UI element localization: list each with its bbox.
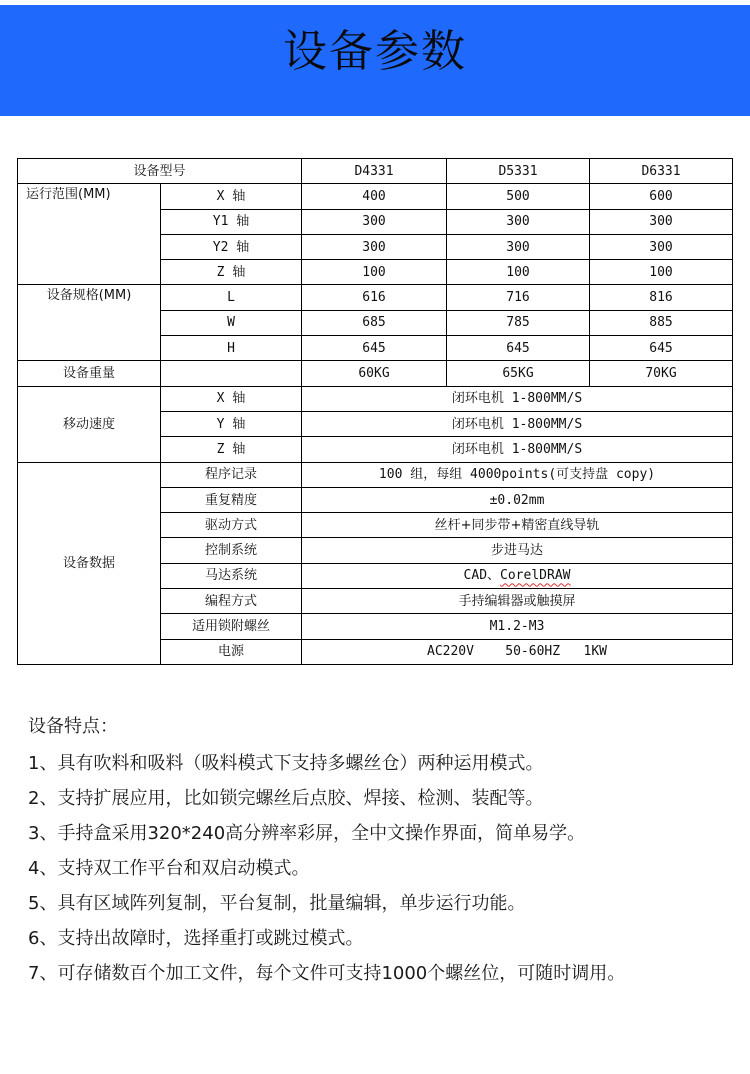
param-value: 步进马达: [302, 538, 733, 563]
param-name: 电源: [161, 639, 302, 664]
feature-item: 7、可存储数百个加工文件，每个文件可支持1000个螺丝位，可随时调用。: [28, 963, 626, 984]
cell-value: 300: [447, 209, 590, 234]
cell-value: 65KG: [447, 361, 590, 386]
table-row-weight: [18, 361, 733, 386]
param-name: 编程方式: [161, 589, 302, 614]
feature-item: 3、手持盒采用320*240高分辨率彩屏，全中文操作界面，简单易学。: [28, 823, 586, 844]
cell-value: 645: [447, 336, 590, 361]
model-d5331: D5331: [447, 159, 590, 184]
cell-value: 70KG: [590, 361, 733, 386]
model-d6331: D6331: [590, 159, 733, 184]
page-title: 设备参数: [283, 25, 467, 77]
cell-value: 300: [590, 209, 733, 234]
axis-label: Y2 轴: [161, 234, 302, 259]
model-d4331: D4331: [302, 159, 447, 184]
table-row-model: [18, 159, 733, 184]
table-row: [18, 285, 733, 310]
cell-value: 616: [302, 285, 447, 310]
cell-value: 300: [302, 209, 447, 234]
table-row: [18, 184, 733, 209]
param-value: 手持编辑器或触摸屏: [302, 589, 733, 614]
speed-value: 闭环电机 1-800MM/S: [302, 386, 733, 411]
param-name: 马达系统: [161, 563, 302, 588]
cell-value: 300: [302, 234, 447, 259]
cell-value: 645: [590, 336, 733, 361]
cell-value: 645: [302, 336, 447, 361]
param-value: [302, 563, 733, 588]
table-row: [18, 462, 733, 487]
cell-value: 885: [590, 310, 733, 335]
cell-value: 400: [302, 184, 447, 209]
travel-range-label: 运行范围(MM): [18, 184, 161, 285]
feature-item: 2、支持扩展应用，比如锁完螺丝后点胶、焊接、检测、装配等。: [28, 788, 544, 809]
features-heading: 设备特点：: [28, 716, 118, 737]
cell-value: 600: [590, 184, 733, 209]
param-name: 程序记录: [161, 462, 302, 487]
feature-item: 6、支持出故障时，选择重打或跳过模式。: [28, 928, 364, 949]
feature-item: 4、支持双工作平台和双启动模式。: [28, 858, 310, 879]
param-value: 100 组，每组 4000points(可支持盘 copy): [302, 462, 733, 487]
model-label: 设备型号: [18, 159, 302, 184]
speed-value: 闭环电机 1-800MM/S: [302, 437, 733, 462]
cell-value: 500: [447, 184, 590, 209]
param-value: M1.2-M3: [302, 614, 733, 639]
axis-label: H: [161, 336, 302, 361]
cell-value: 716: [447, 285, 590, 310]
axis-label: X 轴: [161, 386, 302, 411]
features-section: [28, 710, 738, 991]
cell-value: 100: [590, 260, 733, 285]
param-value: AC220V 50-60HZ 1KW: [302, 639, 733, 664]
feature-item: 1、具有吹料和吸料（吸料模式下支持多螺丝仓）两种运用模式。: [28, 753, 544, 774]
axis-label: Y 轴: [161, 411, 302, 436]
param-name: 驱动方式: [161, 513, 302, 538]
header-banner: [0, 5, 750, 116]
table-row: [18, 386, 733, 411]
axis-label: Y1 轴: [161, 209, 302, 234]
weight-label: 设备重量: [18, 361, 161, 386]
cell-value: 816: [590, 285, 733, 310]
param-name: 重复精度: [161, 487, 302, 512]
param-name: 控制系统: [161, 538, 302, 563]
cell-value: 100: [447, 260, 590, 285]
param-value: 丝杆+同步带+精密直线导轨: [302, 513, 733, 538]
spec-table: [17, 158, 733, 665]
param-value: ±0.02mm: [302, 487, 733, 512]
cell-value: 100: [302, 260, 447, 285]
axis-label: L: [161, 285, 302, 310]
cell-value: 300: [590, 234, 733, 259]
cell-value: 685: [302, 310, 447, 335]
axis-label: W: [161, 310, 302, 335]
speed-value: 闭环电机 1-800MM/S: [302, 411, 733, 436]
device-data-label: 设备数据: [18, 462, 161, 664]
axis-label: X 轴: [161, 184, 302, 209]
cell-value: 785: [447, 310, 590, 335]
weight-sub-empty: [161, 361, 302, 386]
cell-value: 300: [447, 234, 590, 259]
speed-label: 移动速度: [18, 386, 161, 462]
dimensions-label: 设备规格(MM): [18, 285, 161, 361]
param-value-prefix: CAD、: [463, 568, 501, 584]
feature-item: 5、具有区域阵列复制，平台复制，批量编辑，单步运行功能。: [28, 893, 526, 914]
cell-value: 60KG: [302, 361, 447, 386]
spellcheck-flagged-word: CorelDRAW: [500, 568, 571, 584]
axis-label: Z 轴: [161, 437, 302, 462]
axis-label: Z 轴: [161, 260, 302, 285]
param-name: 适用锁附螺丝: [161, 614, 302, 639]
